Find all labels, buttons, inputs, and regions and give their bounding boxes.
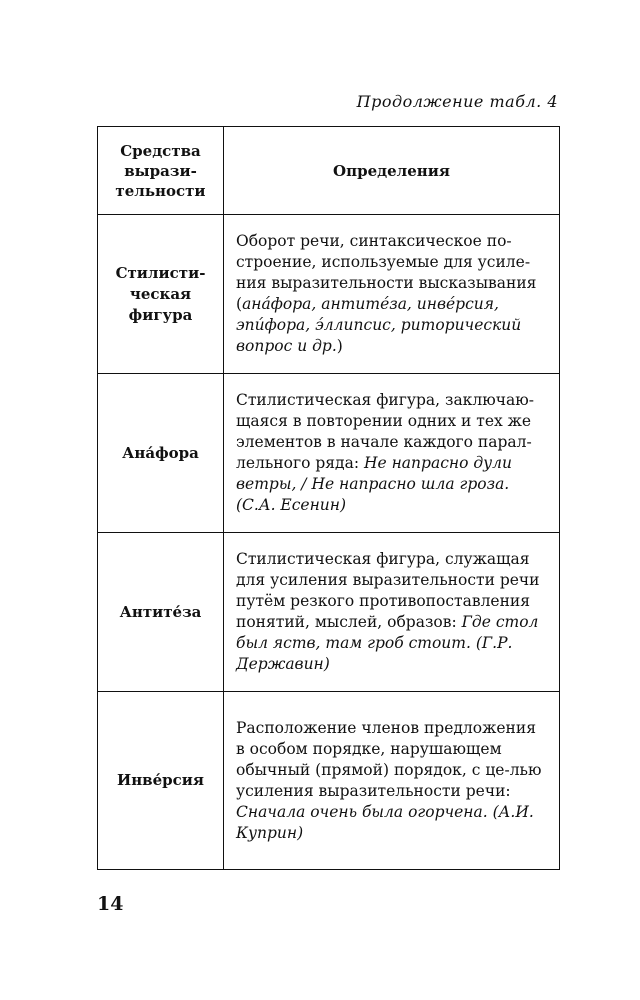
- table-header-row: [98, 127, 560, 215]
- page-number: 14: [97, 893, 124, 915]
- definition-example: Не напрасно дули ветры, / Не напрасно шла гроза.: [236, 454, 513, 493]
- row-term: Антите́за: [98, 533, 224, 692]
- definition-source: (Г.Р. Державин): [236, 634, 513, 673]
- header-definition: Определения: [224, 127, 560, 215]
- definition-text: Стилистическая фигура, заключаю-щаяся в повторении одних и тех же элементов в начале каждого парал-лельного ряда:: [236, 391, 534, 472]
- table-caption: Продолжение табл. 4: [356, 92, 558, 111]
- row-term: Стилисти-ческая фигура: [98, 215, 224, 374]
- definition-text: Расположение членов предложения в особом порядке, нарушающем обычный (прямой) порядок, с це-лью усиления выразительности речи:: [236, 718, 542, 800]
- definition-text: Стилистическая фигура, служащая для усиления выразительности речи путём резкого противопоставления понятий, мыслей, образов:: [236, 550, 540, 631]
- definition-source: ): [336, 337, 343, 355]
- definition-example: Где стол был яств, там гроб стоит.: [236, 613, 539, 652]
- row-definition: [224, 533, 560, 692]
- row-term: Инве́рсия: [98, 692, 224, 870]
- definition-text: Оборот речи, синтаксическое по-строение, используемые для усиле-ния выразительности высказывания (: [236, 232, 537, 313]
- terms-table: [97, 126, 560, 870]
- row-term: Ана́фора: [98, 374, 224, 533]
- table-row: [98, 692, 560, 870]
- row-definition: [224, 374, 560, 533]
- definition-example: Сначала очень была огорчена.: [236, 802, 488, 821]
- row-definition: [224, 215, 560, 374]
- table-row: [98, 533, 560, 692]
- header-term: Средства вырази-тельности: [98, 127, 224, 215]
- definition-source: (С.А. Есенин): [236, 496, 347, 514]
- row-definition: [224, 692, 560, 870]
- definition-example: ана́фора, антите́за, инве́рсия, эпи́фора, э́ллипсис, риторический вопрос и др.: [236, 295, 522, 355]
- table-row: [98, 215, 560, 374]
- table-row: [98, 374, 560, 533]
- definition-source: (А.И. Куприн): [236, 802, 534, 842]
